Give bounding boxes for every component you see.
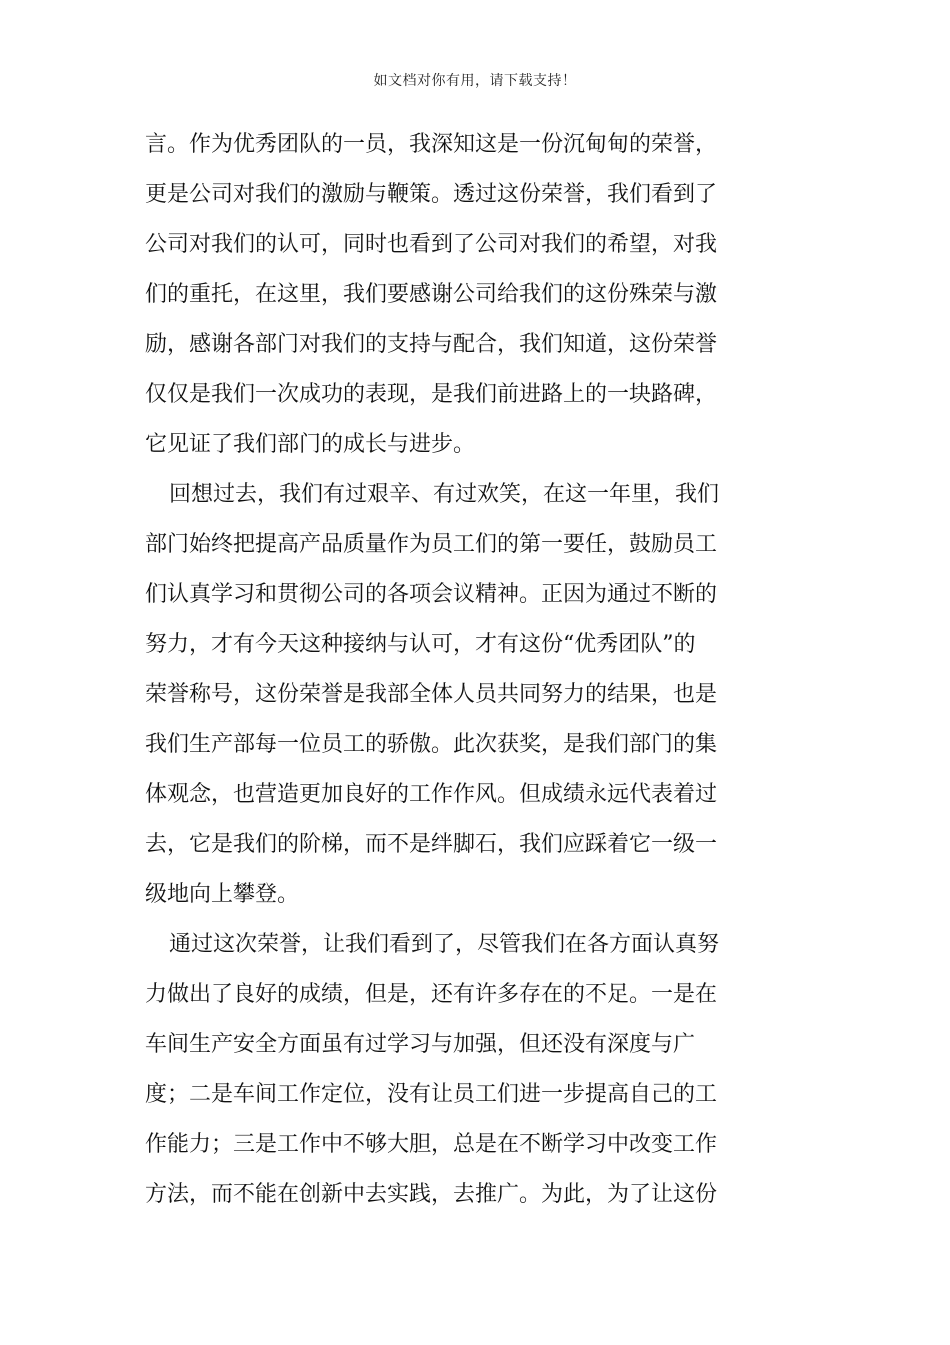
text-line: 公司对我们的认可，同时也看到了公司对我们的希望，对我 [145, 232, 718, 257]
text-line: 车间生产安全方面虽有过学习与加强，但还没有深度与广 [145, 1032, 696, 1057]
text-line: 我们生产部每一位员工的骄傲。此次获奖，是我们部门的集 [145, 732, 718, 757]
text-line: 通过这次荣誉，让我们看到了，尽管我们在各方面认真努 [169, 932, 720, 957]
page-header: 如文档对你有用，请下载支持！ [373, 73, 577, 89]
paragraph-1 [145, 120, 745, 470]
document-body [145, 120, 745, 1220]
text-line: 们认真学习和贯彻公司的各项会议精神。正因为通过不断的 [145, 582, 718, 607]
text-line: 作能力；三是工作中不够大胆，总是在不断学习中改变工作 [145, 1132, 718, 1157]
paragraph-3 [145, 920, 745, 1220]
text-line: 度；二是车间工作定位，没有让员工们进一步提高自己的工 [145, 1082, 718, 1107]
text-line: 级地向上攀登。 [145, 882, 300, 907]
text-line: 仅仅是我们一次成功的表现，是我们前进路上的一块路碑， [145, 382, 718, 407]
text-line: 它见证了我们部门的成长与进步。 [145, 432, 476, 457]
text-line: 更是公司对我们的激励与鞭策。透过这份荣誉，我们看到了 [145, 182, 718, 207]
text-line: 们的重托，在这里，我们要感谢公司给我们的这份殊荣与激 [145, 282, 718, 307]
text-line: 言。作为优秀团队的一员，我深知这是一份沉甸甸的荣誉， [145, 132, 718, 157]
text-line: 力做出了良好的成绩，但是，还有许多存在的不足。一是在 [145, 982, 718, 1007]
text-line: 体观念，也营造更加良好的工作作风。但成绩永远代表着过 [145, 782, 718, 807]
paragraph-2 [145, 470, 745, 920]
text-line: 荣誉称号，这份荣誉是我部全体人员共同努力的结果，也是 [145, 682, 718, 707]
text-line: 部门始终把提高产品质量作为员工们的第一要任，鼓励员工 [145, 532, 718, 557]
text-line: 励，感谢各部门对我们的支持与配合，我们知道，这份荣誉 [145, 332, 718, 357]
text-line: 方法，而不能在创新中去实践，去推广。为此，为了让这份 [145, 1182, 718, 1207]
text-line: 回想过去，我们有过艰辛、有过欢笑，在这一年里，我们 [169, 482, 720, 507]
text-line: 去，它是我们的阶梯，而不是绊脚石，我们应踩着它一级一 [145, 832, 718, 857]
text-line: 努力，才有今天这种接纳与认可，才有这份“优秀团队”的 [145, 632, 696, 657]
